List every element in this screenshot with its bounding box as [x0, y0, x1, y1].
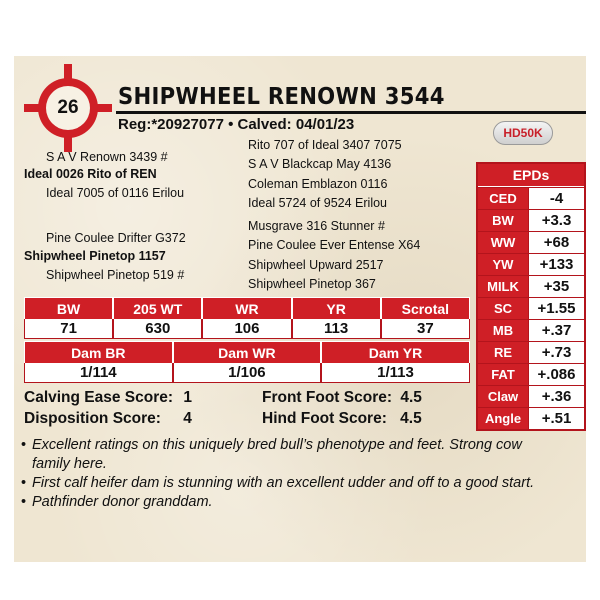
dam-value: 1/106: [173, 363, 322, 383]
epd-label: SC: [478, 298, 529, 319]
perf-header: BW: [24, 297, 113, 319]
epd-label: RE: [478, 342, 529, 363]
epd-row: [478, 363, 584, 385]
epd-label: MILK: [478, 276, 529, 297]
dam-header: Dam BR: [24, 341, 173, 363]
pedigree-sire-dam: Ideal 7005 of 0116 Erilou: [46, 186, 185, 200]
epd-value: +68: [529, 232, 584, 253]
epd-row: [478, 341, 584, 363]
hind-foot-score: [262, 410, 422, 428]
front-foot-label: Front Foot Score:: [262, 389, 393, 406]
dam-value: 1/113: [321, 363, 470, 383]
epd-value: +133: [529, 254, 584, 275]
performance-table: [24, 297, 470, 383]
epd-value: +.37: [529, 320, 584, 341]
epd-value: +.36: [529, 386, 584, 407]
pedigree-dam-sire-sire: Musgrave 316 Stunner #: [248, 219, 385, 233]
perf-header: Scrotal: [381, 297, 470, 319]
epd-label: Claw: [478, 386, 529, 407]
pedigree-dam-sire: Pine Coulee Drifter G372: [46, 231, 186, 245]
perf-value: 71: [24, 319, 113, 339]
calving-ease-label: Calving Ease Score:: [24, 389, 174, 406]
epd-row: [478, 407, 584, 429]
perf-value: 630: [113, 319, 202, 339]
perf-header: 205 WT: [113, 297, 202, 319]
epd-value: +3.3: [529, 210, 584, 231]
disposition-score: [24, 410, 192, 428]
epd-label: BW: [478, 210, 529, 231]
epd-label: FAT: [478, 364, 529, 385]
epd-row: [478, 187, 584, 209]
comment-item: • Pathfinder donor granddam.: [22, 493, 562, 512]
pedigree-sire-sire-sire: Rito 707 of Ideal 3407 7075: [248, 138, 402, 152]
comment-item: • First calf heifer dam is stunning with an excellent udder and off to a good start.: [22, 474, 562, 493]
pedigree-dam-sire-dam: Pine Coulee Ever Entense X64: [248, 238, 421, 252]
epd-label: WW: [478, 232, 529, 253]
epd-label: Angle: [478, 408, 529, 429]
epd-label: YW: [478, 254, 529, 275]
perf-value: 106: [202, 319, 291, 339]
epd-row: [478, 319, 584, 341]
pedigree-sire-sire: S A V Renown 3439 #: [46, 150, 168, 164]
hd50k-logo: [493, 121, 553, 145]
epd-row: [478, 253, 584, 275]
animal-name: SHIPWHEEL RENOWN 3544: [118, 84, 445, 110]
dam-value-row: [24, 363, 470, 383]
pedigree-sire-sire-dam: S A V Blackcap May 4136: [248, 157, 392, 171]
epd-value: +.51: [529, 408, 584, 429]
registration-line: Reg:*20927077 • Calved: 04/01/23: [118, 116, 355, 133]
epd-row: [478, 297, 584, 319]
perf-value: 37: [381, 319, 470, 339]
perf-value: 113: [292, 319, 381, 339]
epd-value: +.086: [529, 364, 584, 385]
disposition-value: 4: [183, 410, 192, 427]
pedigree-dam-dam-sire: Shipwheel Upward 2517: [248, 258, 384, 272]
epd-row: [478, 275, 584, 297]
front-foot-score: [262, 389, 422, 407]
epd-value: -4: [529, 188, 584, 209]
lot-number: 26: [57, 97, 79, 118]
epd-row: [478, 231, 584, 253]
epd-row: [478, 209, 584, 231]
pedigree-sire-dam-dam: Ideal 5724 of 9524 Erilou: [248, 196, 387, 210]
epd-label: CED: [478, 188, 529, 209]
disposition-label: Disposition Score:: [24, 410, 161, 427]
epd-value: +35: [529, 276, 584, 297]
dam-header: Dam YR: [321, 341, 470, 363]
comments-list: [22, 436, 562, 512]
epd-value: +.73: [529, 342, 584, 363]
epd-table: [476, 162, 586, 431]
comment-item: • Excellent ratings on this uniquely bred bull’s phenotype and feet. Strong cow family here.: [22, 436, 562, 474]
hd50k-logo-text: HD50K: [503, 126, 543, 140]
dam-value: 1/114: [24, 363, 173, 383]
epd-label: MB: [478, 320, 529, 341]
pedigree-sire: Ideal 0026 Rito of REN: [24, 167, 157, 181]
pedigree-dam: Shipwheel Pinetop 1157: [24, 249, 166, 263]
pedigree-dam-dam: Shipwheel Pinetop 519 #: [46, 268, 185, 282]
epd-row: [478, 385, 584, 407]
performance-value-row: [24, 319, 470, 339]
dam-header: Dam WR: [173, 341, 322, 363]
hind-foot-value: 4.5: [400, 410, 422, 427]
epd-value: +1.55: [529, 298, 584, 319]
pedigree-dam-dam-dam: Shipwheel Pinetop 367: [248, 277, 376, 291]
calving-ease-score: [24, 389, 192, 407]
pedigree-sire-dam-sire: Coleman Emblazon 0116: [248, 177, 388, 191]
calving-ease-value: 1: [183, 389, 192, 406]
epd-header: EPDs: [478, 164, 584, 187]
hind-foot-label: Hind Foot Score:: [262, 410, 387, 427]
title-divider: [116, 111, 586, 114]
perf-header: YR: [292, 297, 381, 319]
front-foot-value: 4.5: [400, 389, 422, 406]
performance-header-row: [24, 297, 470, 319]
lot-badge: [22, 62, 114, 154]
perf-header: WR: [202, 297, 291, 319]
dam-header-row: [24, 341, 470, 363]
